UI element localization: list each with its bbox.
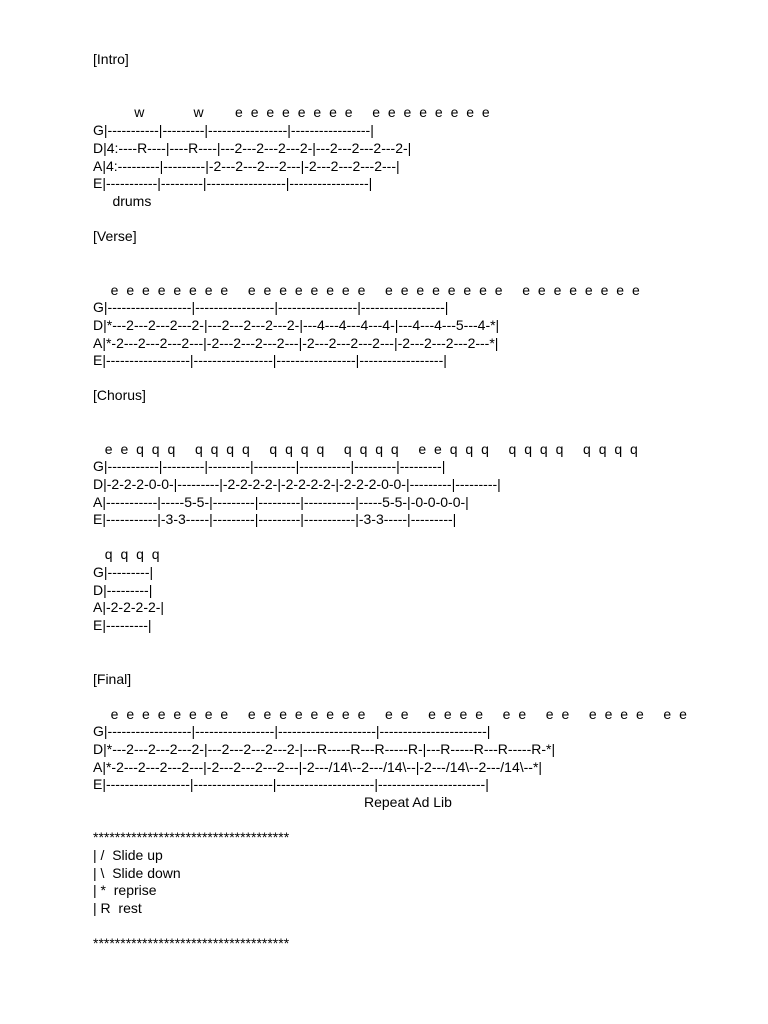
rhythm-row-verse: e e e e e e e e e e e e e e e e e e e e e e e e e e e e e e e e [93,282,642,298]
tab-line-a: A|4:---------|---------|-2---2---2---2---|-2---2---2---2---| [93,158,400,174]
legend-reprise: | * reprise [93,882,157,898]
section-header-intro: [Intro] [93,51,129,67]
tab-line-a: A|*-2---2---2---2---|-2---2---2---2---|-2---2---2---2---|-2---2---2---2---*| [93,335,499,351]
section-header-chorus: [Chorus] [93,387,146,403]
tab-line-a: A|-----------|-----5-5-|---------|---------|-----------|-----5-5-|-0-0-0-0-| [93,494,469,510]
repeat-ad-lib-note: Repeat Ad Lib [364,794,452,810]
tab-line-d: D|-2-2-2-0-0-|---------|-2-2-2-2-|-2-2-2-2-|-2-2-2-0-0-|---------|---------| [93,476,501,492]
tab-line-g: G|------------------|-----------------|-----------------|------------------| [93,299,449,315]
tab-line-e: E|---------| [93,617,152,633]
section-header-verse: [Verse] [93,228,137,244]
tab-line-a: A|-2-2-2-2-| [93,599,165,615]
tab-line-g: G|---------| [93,564,154,580]
tab-line-d: D|*---2---2---2---2-|---2---2---2---2-|---4---4---4---4-|---4---4---5---4-*| [93,317,500,333]
rhythm-row-chorus: e e q q q q q q q q q q q q q q q e e q q q q q q q q q q q [93,441,640,457]
tab-line-a: A|*-2---2---2---2---|-2---2---2---2---|-2---/14\--2---/14\--|-2---/14\--2---/14\--*| [93,759,543,775]
tab-line-e: E|------------------|-----------------|---------------------|-----------------------| [93,776,489,792]
tab-line-d: D|4:----R----|----R----|---2---2---2---2-|---2---2---2---2-| [93,140,412,156]
rhythm-row-final: e e e e e e e e e e e e e e e e e e e e e e e e e e e e e e e e [93,706,689,722]
legend-slide-up: | / Slide up [93,847,163,863]
tab-line-e: E|-----------|-3-3-----|---------|---------|-----------|-3-3-----|---------| [93,511,457,527]
legend-divider-bottom: ************************************ [93,935,290,951]
tab-line-e: E|-----------|---------|-----------------|-----------------| [93,175,373,191]
tab-line-e: E|------------------|-----------------|-----------------|------------------| [93,352,447,368]
tab-line-d: D|---------| [93,582,153,598]
section-header-final: [Final] [93,671,132,687]
legend-divider-top: ************************************ [93,829,290,845]
tab-line-d: D|*---2---2---2---2-|---2---2---2---2-|---R-----R---R-----R-|---R-----R---R-----R-*| [93,741,556,757]
tab-line-g: G|-----------|---------|-----------------|-----------------| [93,122,374,138]
rhythm-row-chorus-2: q q q q [93,546,162,562]
intro-drums-note: drums [93,193,152,209]
legend-rest: | R rest [93,900,142,916]
tab-line-g: G|------------------|-----------------|---------------------|-----------------------| [93,723,491,739]
rhythm-row-intro: w w e e e e e e e e e e e e e e e e [93,104,492,120]
legend-slide-down: | \ Slide down [93,865,181,881]
tab-line-g: G|-----------|---------|---------|---------|-----------|---------|---------| [93,458,446,474]
